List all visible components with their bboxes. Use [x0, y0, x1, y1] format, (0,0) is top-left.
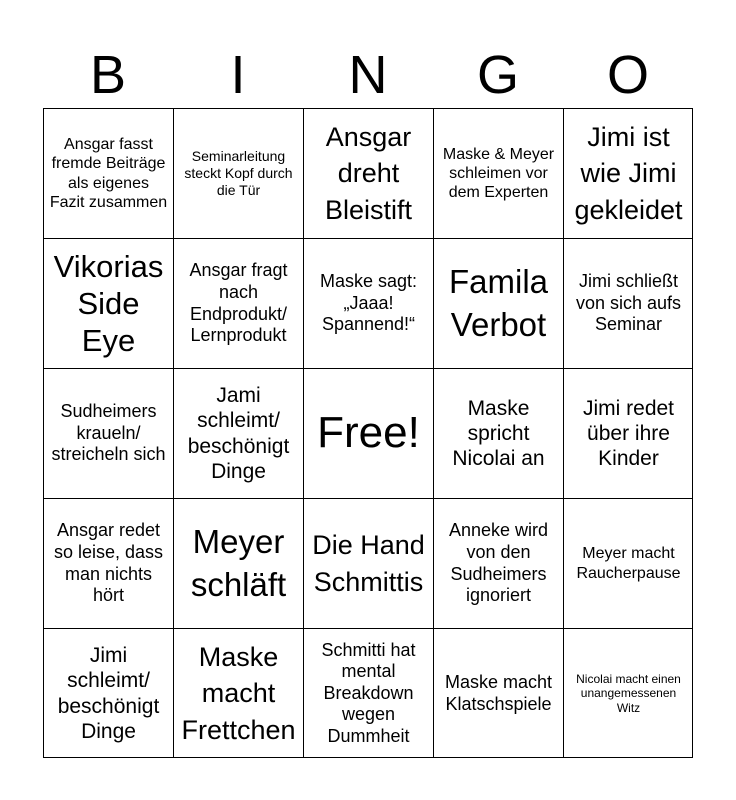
- bingo-cell: Famila Verbot: [433, 238, 563, 368]
- bingo-cell: Vikorias Side Eye: [43, 238, 173, 368]
- bingo-cell: Nicolai macht einen unangemessenen Witz: [563, 628, 693, 758]
- bingo-cell: Meyer schläft: [173, 498, 303, 628]
- bingo-cell: Jimi schließt von sich aufs Seminar: [563, 238, 693, 368]
- bingo-cell: Seminarleitung steckt Kopf durch die Tür: [173, 108, 303, 238]
- header-letter-n: N: [348, 45, 388, 105]
- bingo-cell: Maske macht Klatschspiele: [433, 628, 563, 758]
- bingo-cell: Jami schleimt/ beschönigt Dinge: [173, 368, 303, 498]
- bingo-cell: Jimi schleimt/ beschönigt Dinge: [43, 628, 173, 758]
- free-space: Free!: [303, 368, 433, 498]
- header-letter-o: O: [606, 45, 649, 105]
- header-letter-g: G: [476, 45, 519, 105]
- bingo-cell: Anneke wird von den Sudheimers ignoriert: [433, 498, 563, 628]
- bingo-cell: Maske & Meyer schleimen vor dem Experten: [433, 108, 563, 238]
- bingo-cell: Ansgar redet so leise, dass man nichts hört: [43, 498, 173, 628]
- bingo-cell: Ansgar fasst fremde Beiträge als eigenes Fazit zusammen: [43, 108, 173, 238]
- bingo-cell: Maske macht Frettchen: [173, 628, 303, 758]
- bingo-cell: Meyer macht Raucherpause: [563, 498, 693, 628]
- bingo-header: [43, 40, 693, 110]
- bingo-cell: Sudheimers kraueln/ streicheln sich: [43, 368, 173, 498]
- bingo-cell: Ansgar dreht Bleistift: [303, 108, 433, 238]
- bingo-cell: Maske sagt: „Jaaa! Spannend!“: [303, 238, 433, 368]
- bingo-cell: Jimi redet über ihre Kinder: [563, 368, 693, 498]
- header-letter-i: I: [230, 45, 246, 105]
- bingo-cell: Die Hand Schmittis: [303, 498, 433, 628]
- bingo-cell: Schmitti hat mental Breakdown wegen Dummheit: [303, 628, 433, 758]
- bingo-grid: [43, 108, 693, 758]
- bingo-cell: Jimi ist wie Jimi gekleidet: [563, 108, 693, 238]
- bingo-cell: Ansgar fragt nach Endprodukt/ Lernprodukt: [173, 238, 303, 368]
- header-letter-b: B: [89, 45, 127, 105]
- bingo-cell: Maske spricht Nicolai an: [433, 368, 563, 498]
